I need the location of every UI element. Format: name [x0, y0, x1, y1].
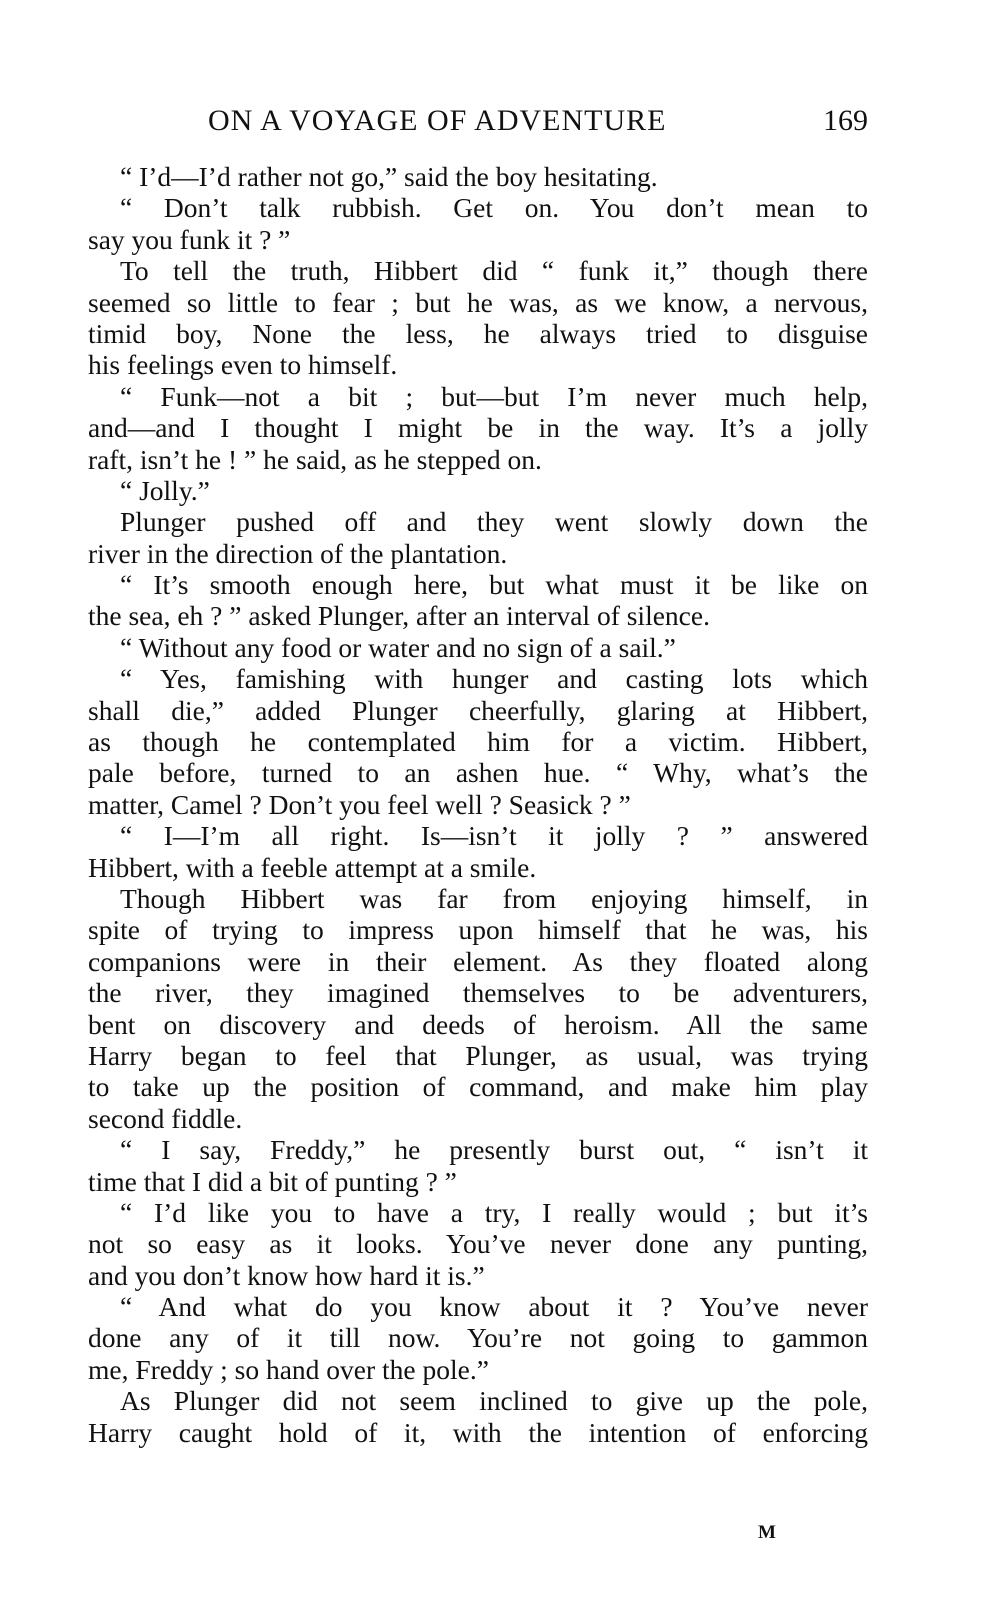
text-line: river in the direction of the plantation.: [88, 537, 508, 569]
text-line: To tell the truth, Hibbert did “ funk it,” though there: [120, 255, 868, 287]
text-line: “ Without any food or water and no sign of a sail.”: [120, 631, 676, 663]
text-line: the river, they imagined themselves to be adventurers,: [88, 977, 868, 1009]
text-line: matter, Camel ? Don’t you feel well ? Seasick ? ”: [88, 788, 631, 820]
text-line: Plunger pushed off and they went slowly down the: [120, 506, 868, 538]
text-line: as though he contemplated him for a victim. Hibbert,: [88, 726, 868, 758]
text-line: me, Freddy ; so hand over the pole.”: [88, 1353, 489, 1385]
text-line: timid boy, None the less, he always tried to disguise: [88, 317, 868, 349]
text-line: “ Don’t talk rubbish. Get on. You don’t mean to: [120, 192, 868, 224]
text-line: Harry began to feel that Plunger, as usual, was trying: [88, 1039, 868, 1071]
text-line: bent on discovery and deeds of heroism. All the same: [88, 1008, 868, 1040]
text-line: say you funk it ? ”: [88, 223, 291, 255]
running-head-title: ON A VOYAGE OF ADVENTURE: [208, 104, 667, 137]
text-line: “ I—I’m all right. Is—isn’t it jolly ? ” answered: [120, 820, 868, 852]
body-text: [88, 161, 868, 1448]
page-number: 169: [823, 104, 868, 137]
text-line: the sea, eh ? ” asked Plunger, after an interval of silence.: [88, 600, 710, 632]
text-line: seemed so little to fear ; but he was, as we know, a nervous,: [88, 286, 868, 318]
text-line: As Plunger did not seem inclined to give up the pole,: [120, 1385, 868, 1417]
running-head: [88, 104, 868, 144]
text-line: “ I’d—I’d rather not go,” said the boy hesitating.: [120, 161, 658, 192]
text-line: “ Jolly.”: [120, 474, 210, 506]
text-line: done any of it till now. You’re not going to gammon: [88, 1322, 868, 1354]
text-line: “ I’d like you to have a try, I really would ; but it’s: [120, 1196, 868, 1228]
text-line: spite of trying to impress upon himself that he was, his: [88, 914, 868, 946]
text-line: Though Hibbert was far from enjoying himself, in: [120, 882, 868, 914]
text-line: his feelings even to himself.: [88, 349, 398, 381]
text-line: and you don’t know how hard it is.”: [88, 1259, 485, 1291]
text-line: and—and I thought I might be in the way. It’s a jolly: [88, 412, 868, 444]
text-line: “ Funk—not a bit ; but—but I’m never much help,: [120, 380, 868, 412]
text-line: second fiddle.: [88, 1102, 243, 1134]
signature-mark: M: [758, 1522, 777, 1543]
text-line: “ I say, Freddy,” he presently burst out, “ isn’t it: [120, 1134, 868, 1166]
text-line: “ And what do you know about it ? You’ve never: [120, 1291, 868, 1323]
text-line: to take up the position of command, and make him play: [88, 1071, 868, 1103]
text-line: raft, isn’t he ! ” he said, as he stepped on.: [88, 443, 542, 475]
text-line: shall die,” added Plunger cheerfully, glaring at Hibbert,: [88, 694, 868, 726]
text-line: Harry caught hold of it, with the intention of enforcing: [88, 1416, 868, 1448]
text-line: Hibbert, with a feeble attempt at a smile.: [88, 851, 537, 883]
text-line: time that I did a bit of punting ? ”: [88, 1165, 457, 1197]
text-line: “ It’s smooth enough here, but what must it be like on: [120, 569, 868, 601]
text-line: pale before, turned to an ashen hue. “ Why, what’s the: [88, 757, 868, 789]
text-line: not so easy as it looks. You’ve never done any punting,: [88, 1228, 868, 1260]
text-line: companions were in their element. As they floated along: [88, 945, 868, 977]
text-line: “ Yes, famishing with hunger and casting lots which: [120, 663, 868, 695]
